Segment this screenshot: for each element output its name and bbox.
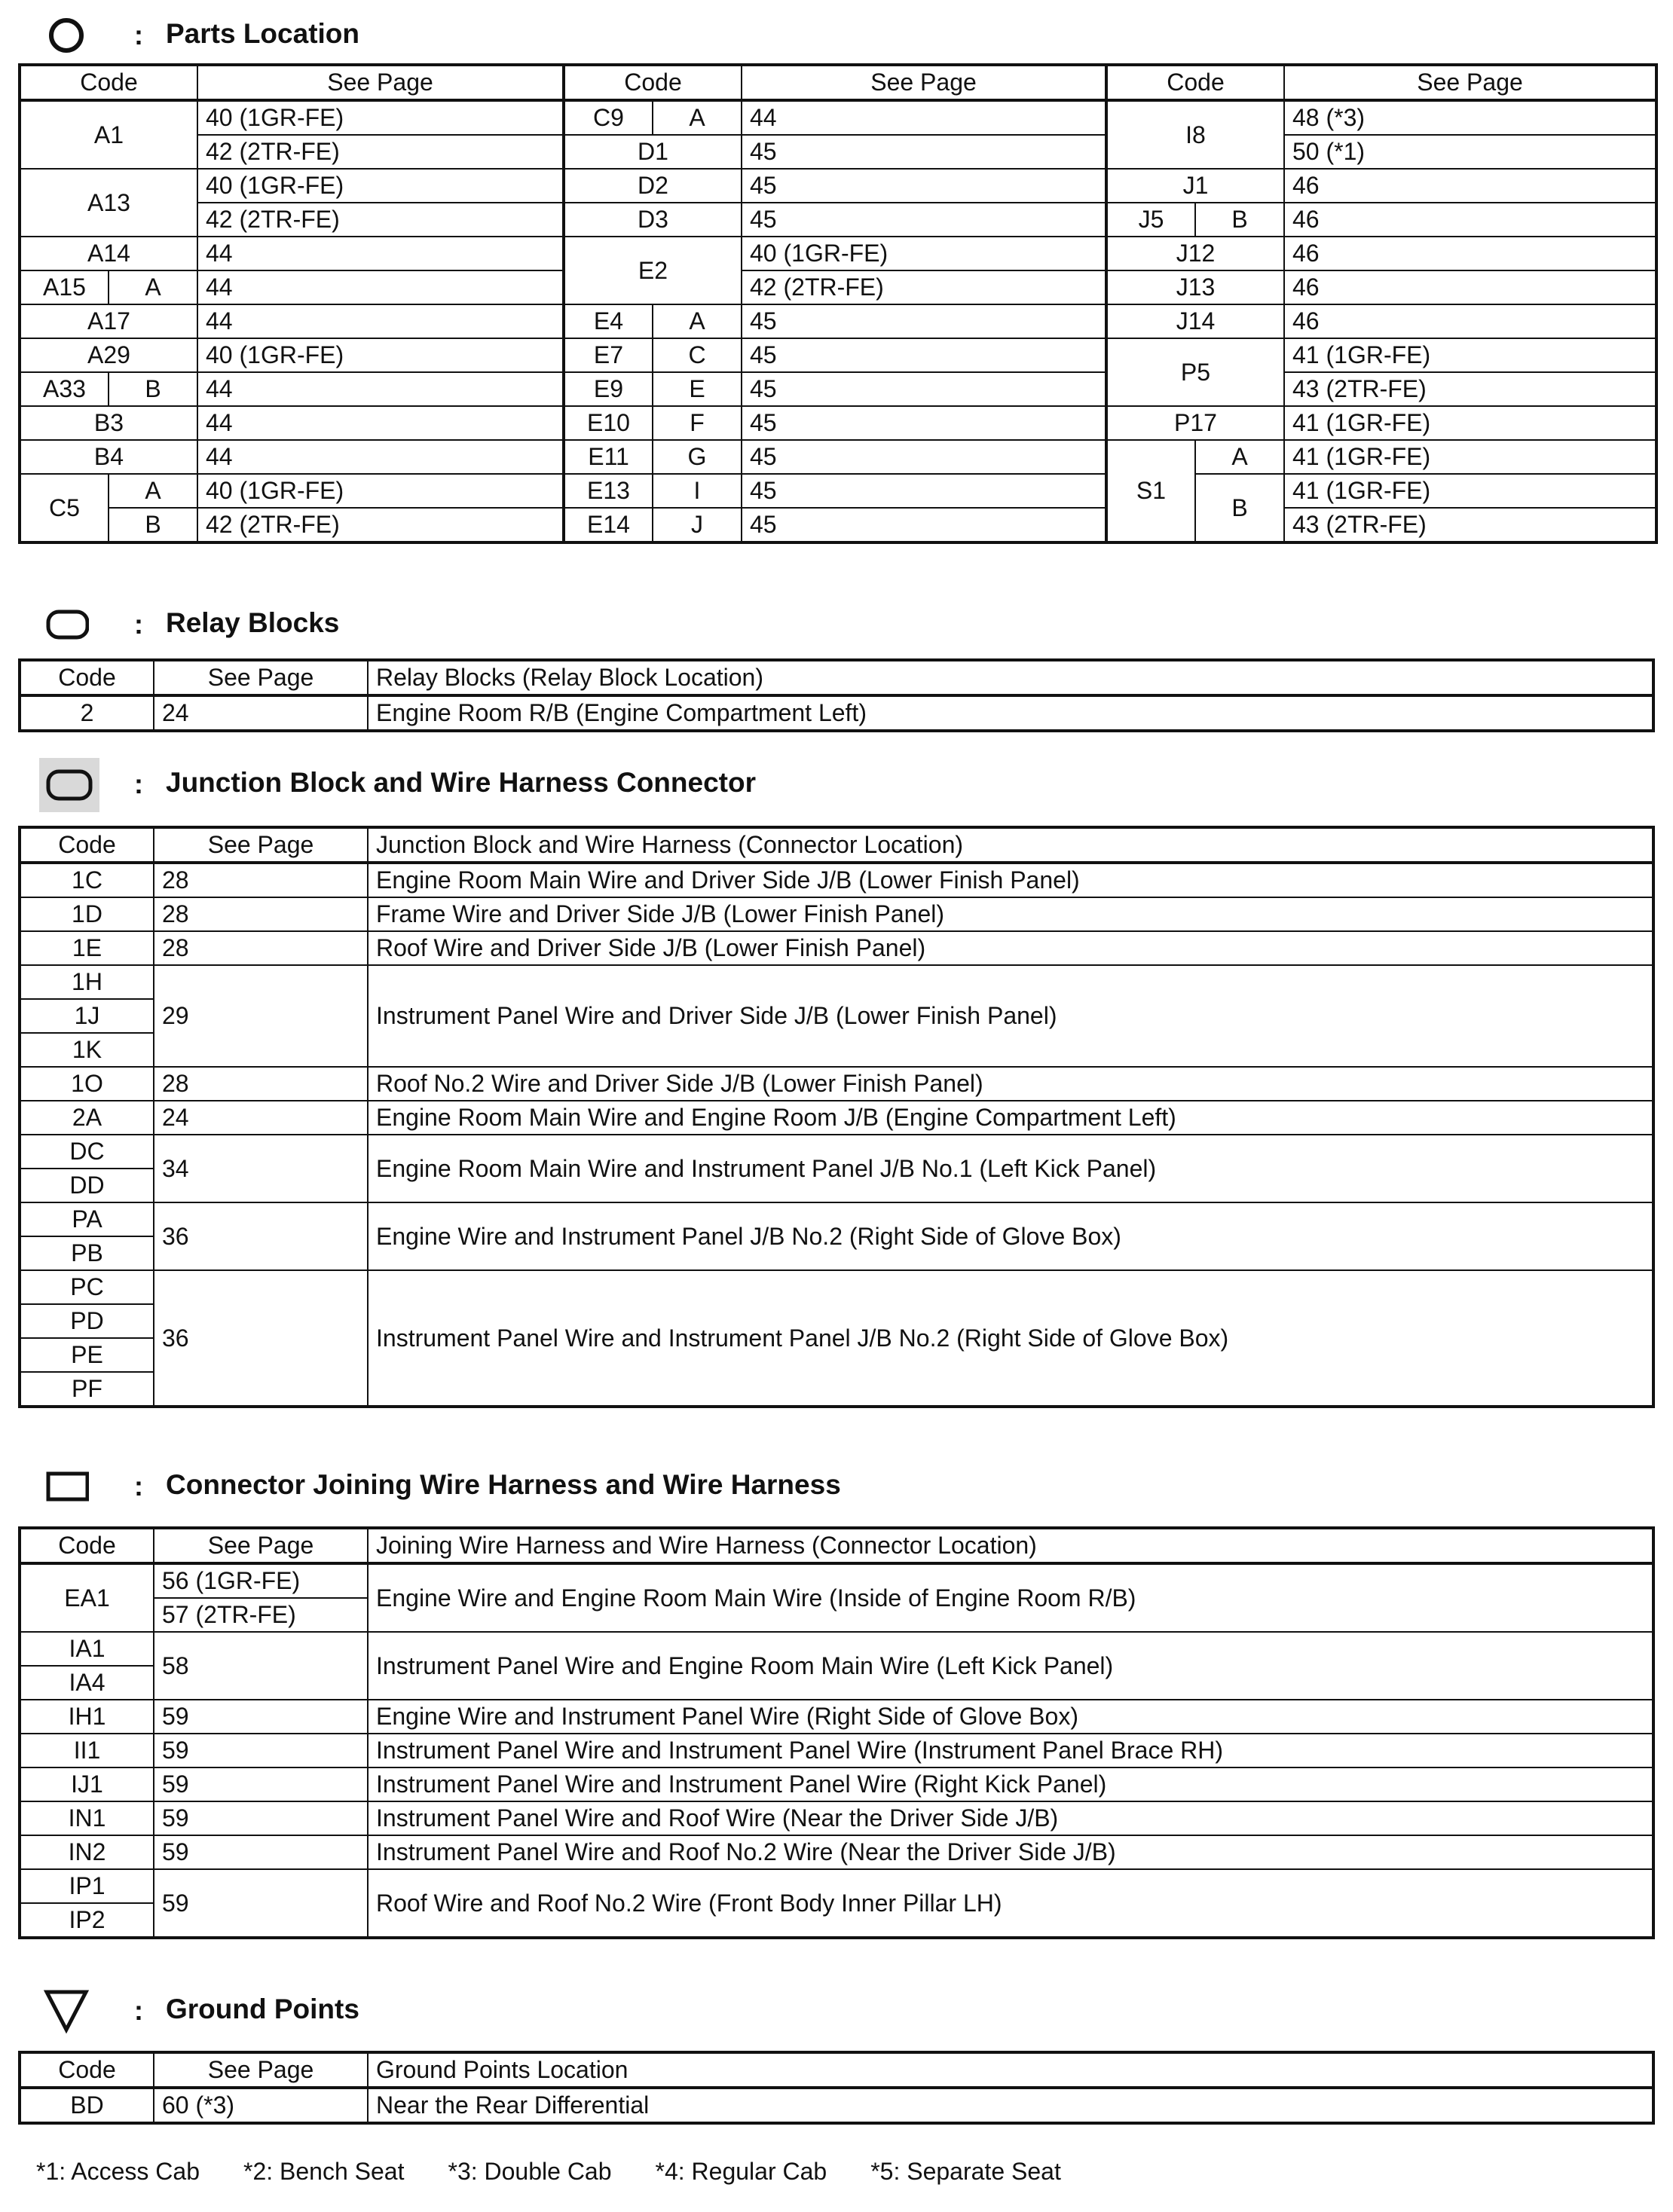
page-cell: 45 (742, 304, 1106, 338)
section-colon: : (134, 20, 143, 50)
code-cell: II1 (20, 1734, 154, 1767)
table-row (20, 508, 1656, 542)
code-cell: D2 (564, 169, 742, 203)
sub-code-cell: B (1195, 474, 1284, 542)
code-cell: A15 (20, 270, 109, 304)
code-cell: E2 (564, 237, 742, 304)
header-location: Junction Block and Wire Harness (Connector Location) (368, 827, 1653, 863)
page-cell: 45 (742, 406, 1106, 440)
table-row (20, 1767, 1653, 1801)
page-cell: 45 (742, 338, 1106, 372)
header-code: Code (20, 2052, 154, 2088)
page-cell: 45 (742, 372, 1106, 406)
sub-code-cell: A (109, 270, 197, 304)
code-cell: C5 (20, 474, 109, 542)
section-colon: : (134, 1995, 143, 2026)
section-header (18, 603, 546, 645)
page-cell: 42 (2TR-FE) (742, 270, 1106, 304)
page-cell: 45 (742, 169, 1106, 203)
page-cell: 28 (154, 897, 368, 931)
location-cell: Instrument Panel Wire and Roof Wire (Near the Driver Side J/B) (368, 1801, 1653, 1835)
section-title: Connector Joining Wire Harness and Wire Harness (166, 1469, 841, 1500)
table-row (20, 1801, 1653, 1835)
location-cell: Instrument Panel Wire and Driver Side J/B (Lower Finish Panel) (368, 965, 1653, 1067)
triangle-down-icon (44, 1989, 89, 2031)
code-cell: 1H (20, 965, 154, 999)
table-row (20, 304, 1656, 338)
table-header-row (20, 1528, 1653, 1563)
location-cell: Instrument Panel Wire and Instrument Panel J/B No.2 (Right Side of Glove Box) (368, 1270, 1653, 1407)
code-cell: 1E (20, 931, 154, 965)
page-cell: 46 (1284, 237, 1656, 270)
location-cell: Roof Wire and Driver Side J/B (Lower Finish Panel) (368, 931, 1653, 965)
header-see-page: See Page (197, 65, 564, 100)
footnotes (36, 2158, 1061, 2186)
table-row (20, 1632, 1653, 1666)
page-cell: 57 (2TR-FE) (154, 1598, 368, 1632)
table-row (20, 695, 1653, 731)
page-cell: 46 (1284, 203, 1656, 237)
code-cell: C9 (564, 100, 653, 135)
code-cell: IH1 (20, 1700, 154, 1734)
sub-code-cell: A (109, 474, 197, 508)
page-cell: 44 (197, 270, 564, 304)
page-cell: 59 (154, 1869, 368, 1938)
sub-code-cell: J (653, 508, 742, 542)
location-cell: Roof No.2 Wire and Driver Side J/B (Lower Finish Panel) (368, 1067, 1653, 1101)
code-cell: PB (20, 1236, 154, 1270)
page-cell: 59 (154, 1767, 368, 1801)
code-cell: 1C (20, 863, 154, 897)
code-cell: IJ1 (20, 1767, 154, 1801)
page-cell: 24 (154, 1101, 368, 1135)
junction-block-section (18, 762, 1655, 1441)
page-cell: 59 (154, 1835, 368, 1869)
table-row (20, 2088, 1653, 2123)
page-cell: 56 (1GR-FE) (154, 1563, 368, 1598)
circle-icon (44, 14, 89, 56)
rounded-rect-icon (44, 603, 89, 645)
code-cell: PF (20, 1372, 154, 1407)
page-cell: 34 (154, 1135, 368, 1202)
page-cell: 42 (2TR-FE) (197, 203, 564, 237)
section-colon: : (134, 1471, 143, 1502)
section-colon: : (134, 609, 143, 640)
page-cell: 46 (1284, 169, 1656, 203)
location-cell: Instrument Panel Wire and Instrument Panel Wire (Instrument Panel Brace RH) (368, 1734, 1653, 1767)
code-cell: E7 (564, 338, 653, 372)
sub-code-cell: B (1195, 203, 1284, 237)
code-cell: D1 (564, 135, 742, 169)
code-cell: IN2 (20, 1835, 154, 1869)
code-cell: E4 (564, 304, 653, 338)
sub-code-cell: A (653, 100, 742, 135)
table-header-row (20, 660, 1653, 695)
page-cell: 44 (197, 304, 564, 338)
page-cell: 36 (154, 1202, 368, 1270)
sub-code-cell: A (653, 304, 742, 338)
code-cell: E11 (564, 440, 653, 474)
page-cell: 42 (2TR-FE) (197, 508, 564, 542)
page-cell: 29 (154, 965, 368, 1067)
code-cell: S1 (1106, 440, 1195, 542)
code-cell: P5 (1106, 338, 1284, 406)
footnote: *2: Bench Seat (243, 2158, 405, 2185)
section-header (18, 1989, 546, 2031)
header-see-page: See Page (154, 827, 368, 863)
location-cell: Instrument Panel Wire and Instrument Panel Wire (Right Kick Panel) (368, 1767, 1653, 1801)
section-colon: : (134, 768, 143, 799)
header-location: Ground Points Location (368, 2052, 1653, 2088)
code-cell: EA1 (20, 1563, 154, 1632)
code-cell: B3 (20, 406, 197, 440)
header-code: Code (1106, 65, 1284, 100)
connector-section (18, 1465, 1655, 1962)
table-row (20, 1101, 1653, 1135)
code-cell: PC (20, 1270, 154, 1304)
header-see-page: See Page (1284, 65, 1656, 100)
header-see-page: See Page (742, 65, 1106, 100)
ground-points-table (18, 2051, 1655, 2125)
page-cell: 58 (154, 1632, 368, 1700)
page-cell: 41 (1GR-FE) (1284, 440, 1656, 474)
page-cell: 41 (1GR-FE) (1284, 406, 1656, 440)
junction-block-table (18, 826, 1655, 1408)
header-location: Joining Wire Harness and Wire Harness (Connector Location) (368, 1528, 1653, 1563)
section-header (18, 762, 847, 805)
table-row (20, 338, 1656, 372)
rounded-rect-shaded-icon (44, 762, 89, 805)
location-cell: Engine Room R/B (Engine Compartment Left) (368, 695, 1653, 731)
page-cell: 41 (1GR-FE) (1284, 474, 1656, 508)
table-row (20, 1835, 1653, 1869)
page-cell: 45 (742, 440, 1106, 474)
table-row (20, 1700, 1653, 1734)
location-cell: Frame Wire and Driver Side J/B (Lower Finish Panel) (368, 897, 1653, 931)
page-cell: 59 (154, 1700, 368, 1734)
code-cell: 1K (20, 1033, 154, 1067)
page-cell: 45 (742, 135, 1106, 169)
page-cell: 40 (1GR-FE) (197, 169, 564, 203)
header-code: Code (20, 65, 197, 100)
sub-code-cell: B (109, 508, 197, 542)
code-cell: J13 (1106, 270, 1284, 304)
page-cell: 60 (*3) (154, 2088, 368, 2123)
page-cell: 43 (2TR-FE) (1284, 372, 1656, 406)
sub-code-cell: E (653, 372, 742, 406)
table-row (20, 1270, 1653, 1304)
page-cell: 46 (1284, 304, 1656, 338)
location-cell: Engine Room Main Wire and Engine Room J/B (Engine Compartment Left) (368, 1101, 1653, 1135)
page-cell: 28 (154, 1067, 368, 1101)
page-cell: 45 (742, 508, 1106, 542)
code-cell: B4 (20, 440, 197, 474)
table-row (20, 474, 1656, 508)
code-cell: IP2 (20, 1903, 154, 1938)
section-title: Parts Location (166, 18, 359, 49)
header-see-page: See Page (154, 2052, 368, 2088)
table-row (20, 897, 1653, 931)
code-cell: J14 (1106, 304, 1284, 338)
page-cell: 59 (154, 1801, 368, 1835)
code-cell: 2 (20, 695, 154, 731)
page-cell: 44 (197, 237, 564, 270)
header-see-page: See Page (154, 660, 368, 695)
table-row (20, 440, 1656, 474)
connector-table (18, 1526, 1655, 1939)
sub-code-cell: F (653, 406, 742, 440)
table-row (20, 1563, 1653, 1598)
footnote: *3: Double Cab (448, 2158, 612, 2185)
page-cell: 44 (197, 372, 564, 406)
page-cell: 40 (1GR-FE) (197, 474, 564, 508)
table-row (20, 237, 1656, 270)
table-row (20, 203, 1656, 237)
code-cell: E13 (564, 474, 653, 508)
sub-code-cell: B (109, 372, 197, 406)
rectangle-icon (44, 1465, 89, 1507)
table-row (20, 135, 1656, 169)
location-cell: Engine Wire and Instrument Panel J/B No.2 (Right Side of Glove Box) (368, 1202, 1653, 1270)
code-cell: PE (20, 1338, 154, 1372)
page-cell: 41 (1GR-FE) (1284, 338, 1656, 372)
code-cell: IP1 (20, 1869, 154, 1903)
page-cell: 44 (197, 440, 564, 474)
page-cell: 43 (2TR-FE) (1284, 508, 1656, 542)
page-cell: 40 (1GR-FE) (742, 237, 1106, 270)
page-cell: 40 (1GR-FE) (197, 338, 564, 372)
page-cell: 50 (*1) (1284, 135, 1656, 169)
section-title: Ground Points (166, 1994, 359, 2024)
table-header-row (20, 65, 1656, 100)
section-title: Relay Blocks (166, 607, 340, 638)
code-cell: PD (20, 1304, 154, 1338)
page-cell: 24 (154, 695, 368, 731)
table-row (20, 1734, 1653, 1767)
header-code: Code (20, 1528, 154, 1563)
code-cell: BD (20, 2088, 154, 2123)
code-cell: E9 (564, 372, 653, 406)
code-cell: E14 (564, 508, 653, 542)
code-cell: IA1 (20, 1632, 154, 1666)
relay-blocks-table (18, 658, 1655, 732)
page-cell: 28 (154, 931, 368, 965)
header-see-page: See Page (154, 1528, 368, 1563)
code-cell: 2A (20, 1101, 154, 1135)
code-cell: J1 (1106, 169, 1284, 203)
footnote: *1: Access Cab (36, 2158, 200, 2185)
page-cell: 40 (1GR-FE) (197, 100, 564, 135)
table-row (20, 100, 1656, 135)
code-cell: J5 (1106, 203, 1195, 237)
page-cell: 48 (*3) (1284, 100, 1656, 135)
table-row (20, 372, 1656, 406)
code-cell: A33 (20, 372, 109, 406)
page-cell: 44 (742, 100, 1106, 135)
location-cell: Near the Rear Differential (368, 2088, 1653, 2123)
code-cell: I8 (1106, 100, 1284, 169)
section-title: Junction Block and Wire Harness Connector (166, 767, 756, 798)
section-header (18, 1465, 998, 1507)
page-cell: 36 (154, 1270, 368, 1407)
ground-points-section (18, 1989, 1655, 2140)
table-header-row (20, 827, 1653, 863)
footnote: *5: Separate Seat (870, 2158, 1061, 2185)
table-row (20, 863, 1653, 897)
location-cell: Engine Room Main Wire and Instrument Panel J/B No.1 (Left Kick Panel) (368, 1135, 1653, 1202)
table-header-row (20, 2052, 1653, 2088)
page-cell: 59 (154, 1734, 368, 1767)
code-cell: IN1 (20, 1801, 154, 1835)
location-cell: Engine Wire and Engine Room Main Wire (Inside of Engine Room R/B) (368, 1563, 1653, 1632)
code-cell: A14 (20, 237, 197, 270)
relay-blocks-section (18, 603, 1655, 738)
code-cell: D3 (564, 203, 742, 237)
code-cell: P17 (1106, 406, 1284, 440)
table-row (20, 169, 1656, 203)
code-cell: 1O (20, 1067, 154, 1101)
location-cell: Roof Wire and Roof No.2 Wire (Front Body Inner Pillar LH) (368, 1869, 1653, 1938)
code-cell: A13 (20, 169, 197, 237)
parts-location-table (18, 63, 1658, 544)
page-cell: 46 (1284, 270, 1656, 304)
location-cell: Engine Room Main Wire and Driver Side J/B (Lower Finish Panel) (368, 863, 1653, 897)
code-cell: IA4 (20, 1666, 154, 1700)
code-cell: A17 (20, 304, 197, 338)
table-row (20, 270, 1656, 304)
page-cell: 45 (742, 474, 1106, 508)
sub-code-cell: I (653, 474, 742, 508)
sub-code-cell: C (653, 338, 742, 372)
code-cell: E10 (564, 406, 653, 440)
table-row (20, 1067, 1653, 1101)
page-cell: 44 (197, 406, 564, 440)
code-cell: A1 (20, 100, 197, 169)
code-cell: A29 (20, 338, 197, 372)
table-row (20, 1135, 1653, 1169)
code-cell: DD (20, 1169, 154, 1202)
section-header (18, 14, 546, 56)
code-cell: PA (20, 1202, 154, 1236)
page-cell: 45 (742, 203, 1106, 237)
code-cell: J12 (1106, 237, 1284, 270)
location-cell: Engine Wire and Instrument Panel Wire (Right Side of Glove Box) (368, 1700, 1653, 1734)
parts-location-section (18, 14, 1655, 571)
sub-code-cell: G (653, 440, 742, 474)
header-code: Code (20, 827, 154, 863)
footnote: *4: Regular Cab (655, 2158, 827, 2185)
header-code: Code (564, 65, 742, 100)
sub-code-cell: A (1195, 440, 1284, 474)
header-location: Relay Blocks (Relay Block Location) (368, 660, 1653, 695)
location-cell: Instrument Panel Wire and Roof No.2 Wire (Near the Driver Side J/B) (368, 1835, 1653, 1869)
header-code: Code (20, 660, 154, 695)
page-cell: 42 (2TR-FE) (197, 135, 564, 169)
code-cell: 1D (20, 897, 154, 931)
table-row (20, 931, 1653, 965)
code-cell: DC (20, 1135, 154, 1169)
page-cell: 28 (154, 863, 368, 897)
table-row (20, 406, 1656, 440)
location-cell: Instrument Panel Wire and Engine Room Main Wire (Left Kick Panel) (368, 1632, 1653, 1700)
table-row (20, 1869, 1653, 1903)
table-row (20, 965, 1653, 999)
table-row (20, 1202, 1653, 1236)
code-cell: 1J (20, 999, 154, 1033)
